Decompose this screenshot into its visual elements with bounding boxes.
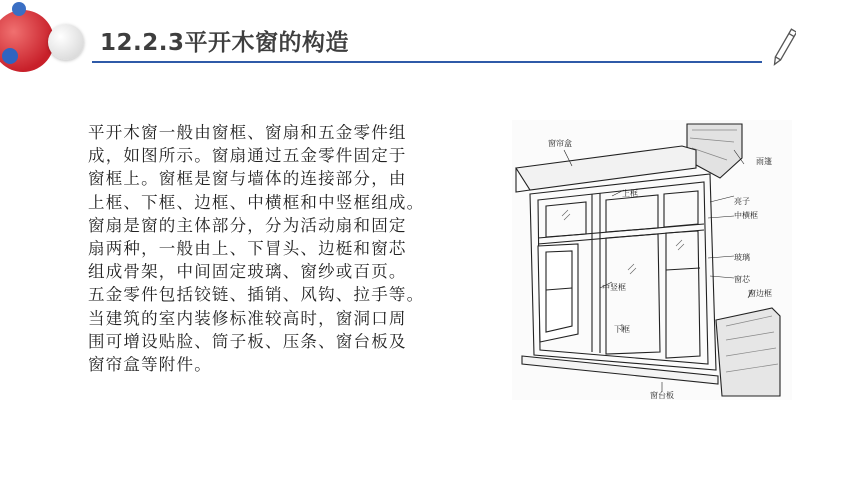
label-canopy: 雨篷 xyxy=(756,157,772,166)
blue-dot-decoration xyxy=(2,48,18,64)
paragraph-line: 扇两种，一般由上、下冒头、边梃和窗芯 xyxy=(88,239,407,259)
paragraph-line: 五金零件包括铰链、插销、风钩、拉手等。 xyxy=(88,285,425,305)
window-diagram xyxy=(512,120,792,400)
label-mullion: 中竖框 xyxy=(602,283,626,292)
paragraph-line: 窗帘盒等附件。 xyxy=(88,355,212,375)
window-construction-figure xyxy=(512,120,792,400)
white-circle-decoration xyxy=(48,24,84,60)
label-window-sill-board: 窗台板 xyxy=(650,391,674,400)
label-side-frame: 窗边框 xyxy=(748,289,772,298)
blue-dot-decoration xyxy=(12,2,26,16)
label-muntin: 窗芯 xyxy=(734,275,750,284)
paragraph-line: 窗扇是窗的主体部分，分为活动扇和固定 xyxy=(88,215,407,235)
label-lintel: 亮子 xyxy=(734,197,750,206)
paragraph-line: 当建筑的室内装修标准较高时，窗洞口周 xyxy=(88,308,407,328)
paragraph-line: 成，如图所示。窗扇通过五金零件固定于 xyxy=(88,146,407,166)
label-curtain-box: 窗帘盒 xyxy=(548,139,572,148)
title-underline xyxy=(92,61,762,63)
pencil-icon xyxy=(772,26,796,70)
paragraph-line: 组成骨架，中间固定玻璃、窗纱或百页。 xyxy=(88,262,407,282)
paragraph-line: 围可增设贴脸、筒子板、压条、窗台板及 xyxy=(88,331,407,351)
label-top-frame: 上框 xyxy=(622,189,638,198)
label-middle-horizontal: 中横框 xyxy=(734,211,758,220)
label-glass: 玻璃 xyxy=(734,253,750,262)
paragraph-line: 平开木窗一般由窗框、窗扇和五金零件组 xyxy=(88,123,407,142)
paragraph-line: 窗框上。窗框是窗与墙体的连接部分，由 xyxy=(88,169,407,189)
paragraph-line: 上框、下框、边框、中横框和中竖框组成。 xyxy=(88,192,425,212)
label-bottom-frame: 下框 xyxy=(614,325,630,334)
body-paragraph xyxy=(88,121,496,376)
slide-title: 12.2.3平开木窗的构造 xyxy=(100,30,349,56)
